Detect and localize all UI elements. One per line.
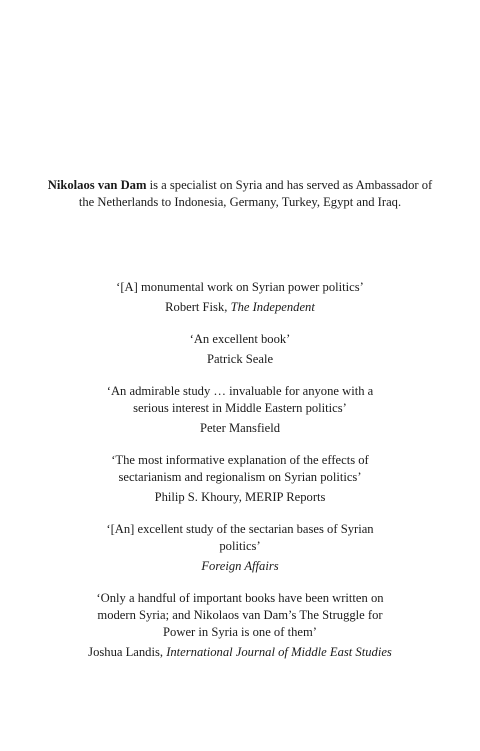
quote-attribution <box>40 644 440 661</box>
quote-publication: International Journal of Middle East Studies <box>166 645 392 659</box>
quote-attribution <box>40 299 440 316</box>
quote-attribution <box>40 351 440 368</box>
quote-text: ‘The most informative explanation of the effects of sectarianism and regionalism on Syrian politics’ <box>111 453 369 484</box>
quote-attribution <box>40 420 440 437</box>
author-name: Nikolaos van Dam <box>47 177 147 192</box>
quote-attribution <box>40 489 440 506</box>
praise-quote <box>40 452 440 506</box>
quote-text: ‘An excellent book’ <box>189 332 291 346</box>
quote-text: ‘[A] monumental work on Syrian power politics’ <box>116 280 364 294</box>
praise-quote <box>40 590 440 661</box>
praise-quote <box>40 521 440 575</box>
quote-author: Patrick Seale <box>206 352 274 366</box>
praise-quote <box>40 383 440 437</box>
quote-publication: The Independent <box>230 300 315 314</box>
praise-quote <box>40 279 440 316</box>
quote-author: Joshua Landis, <box>88 645 167 659</box>
quote-publication: Foreign Affairs <box>201 559 279 573</box>
quote-attribution <box>40 558 440 575</box>
quote-text: ‘Only a handful of important books have been written on modern Syria; and Nikolaos van Dam’s The Struggle for Power in Syria is one of them’ <box>96 591 384 639</box>
quote-author: Peter Mansfield <box>199 421 281 435</box>
author-bio <box>40 177 440 211</box>
author-bio-text: is a specialist on Syria and has served as Ambassador of the Netherlands to Indonesia, Germany, Turkey, Egypt and Iraq. <box>78 177 433 209</box>
praise-quote <box>40 331 440 368</box>
quote-text: ‘[An] excellent study of the sectarian bases of Syrian politics’ <box>106 522 374 553</box>
quote-author: Robert Fisk, <box>165 300 231 314</box>
praise-quotes <box>40 279 440 676</box>
quote-author: Philip S. Khoury, MERIP Reports <box>154 490 326 504</box>
quote-text: ‘An admirable study … invaluable for anyone with a serious interest in Middle Eastern politics’ <box>106 384 374 415</box>
